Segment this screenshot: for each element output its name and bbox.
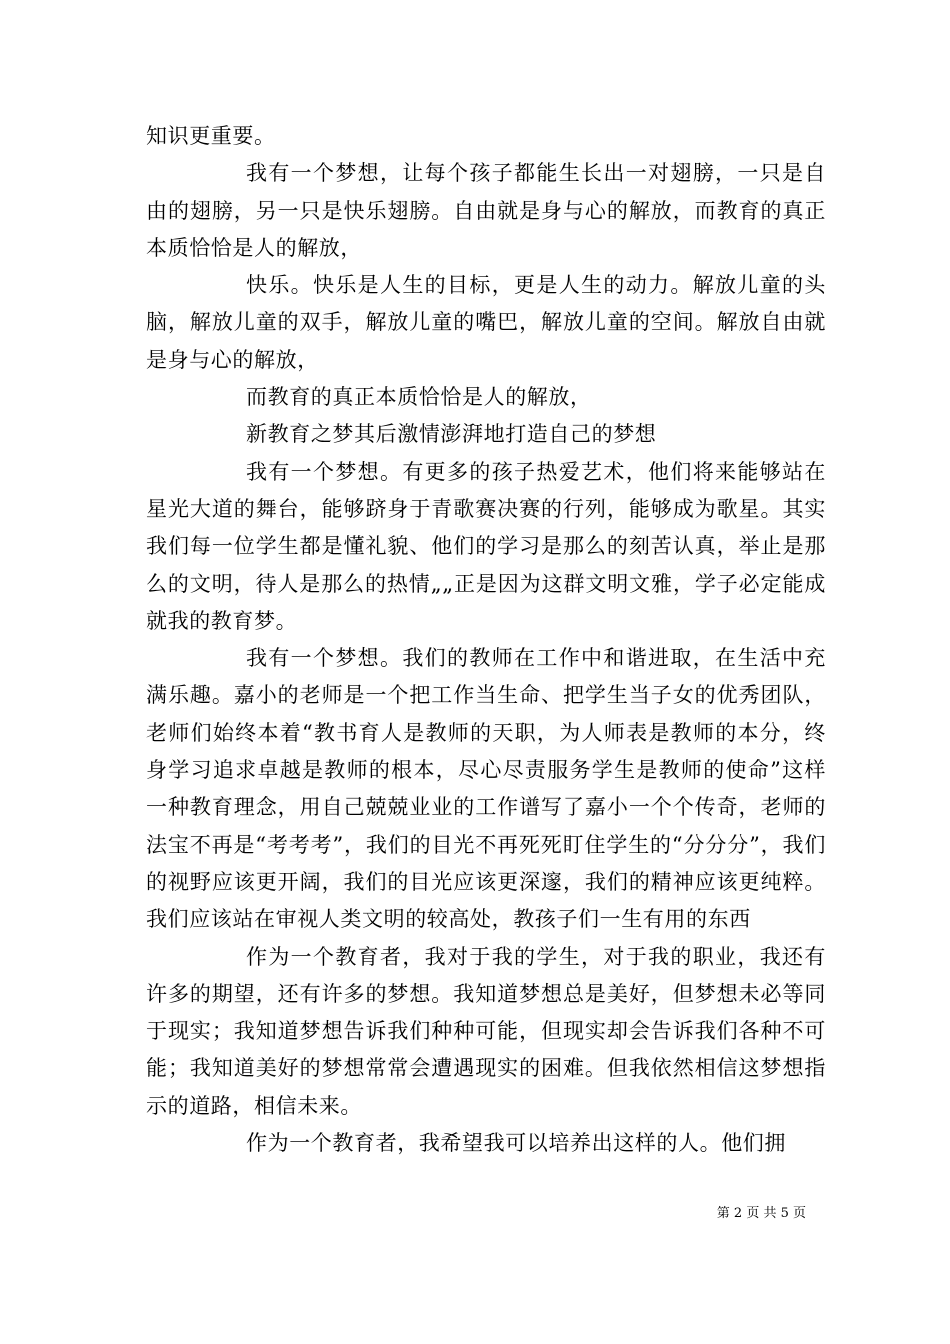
paragraph-5: 新教育之梦其后激情澎湃地打造自己的梦想: [246, 422, 657, 447]
paragraph-4: 而教育的真正本质恰恰是人的解放，: [246, 385, 592, 410]
page-number-footer: 第 2 页 共 5 页: [716, 1206, 806, 1221]
paragraph-9: 作为一个教育者，我希望我可以培养出这样的人。他们拥: [246, 1131, 786, 1156]
paragraph-3: 快乐。快乐是人生的目标，更是人生的动力。解放儿童的头脑，解放儿童的双手，解放儿童的嘴巴，解放儿童的空间。解放自由就是身与心的解放，: [146, 273, 826, 372]
paragraph-6: 我有一个梦想。有更多的孩子热爱艺术，他们将来能够站在星光大道的舞台，能够跻身于青歌赛决赛的行列，能够成为歌星。其实我们每一位学生都是懂礼貌、他们的学习是那么的刻苦认真，举止是那么的文明，待人是那么的热情„„正是因为这群文明文雅，学子必定能成就我的教育梦。: [146, 459, 826, 633]
paragraph-2: 我有一个梦想，让每个孩子都能生长出一对翅膀，一只是自由的翅膀，另一只是快乐翅膀。自由就是身与心的解放，而教育的真正本质恰恰是人的解放，: [146, 161, 826, 260]
paragraph-1: 知识更重要。: [146, 124, 276, 148]
paragraph-7: 我有一个梦想。我们的教师在工作中和谐进取，在生活中充满乐趣。嘉小的老师是一个把工作当生命、把学生当子女的优秀团队，老师们始终本着“教书育人是教师的天职，为人师表是教师的本分，终身学习追求卓越是教师的根本，尽心尽责服务学生是教师的使命”这样一种教育理念，用自己兢兢业业的工作谱写了嘉小一个个传奇，老师的法宝不再是“考考考”，我们的目光不再死死盯住学生的“分分分”，我们的视野应该更开阔，我们的目光应该更深邃，我们的精神应该更纯粹。我们应该站在审视人类文明的较高处，教孩子们一生有用的东西: [146, 646, 826, 932]
document-body: [146, 118, 826, 1162]
paragraph-8: 作为一个教育者，我对于我的学生，对于我的职业，我还有许多的期望，还有许多的梦想。我知道梦想总是美好，但梦想未必等同于现实；我知道梦想告诉我们种种可能，但现实却会告诉我们各种不可能；我知道美好的梦想常常会遭遇现实的困难。但我依然相信这梦想指示的道路，相信未来。: [146, 944, 826, 1118]
